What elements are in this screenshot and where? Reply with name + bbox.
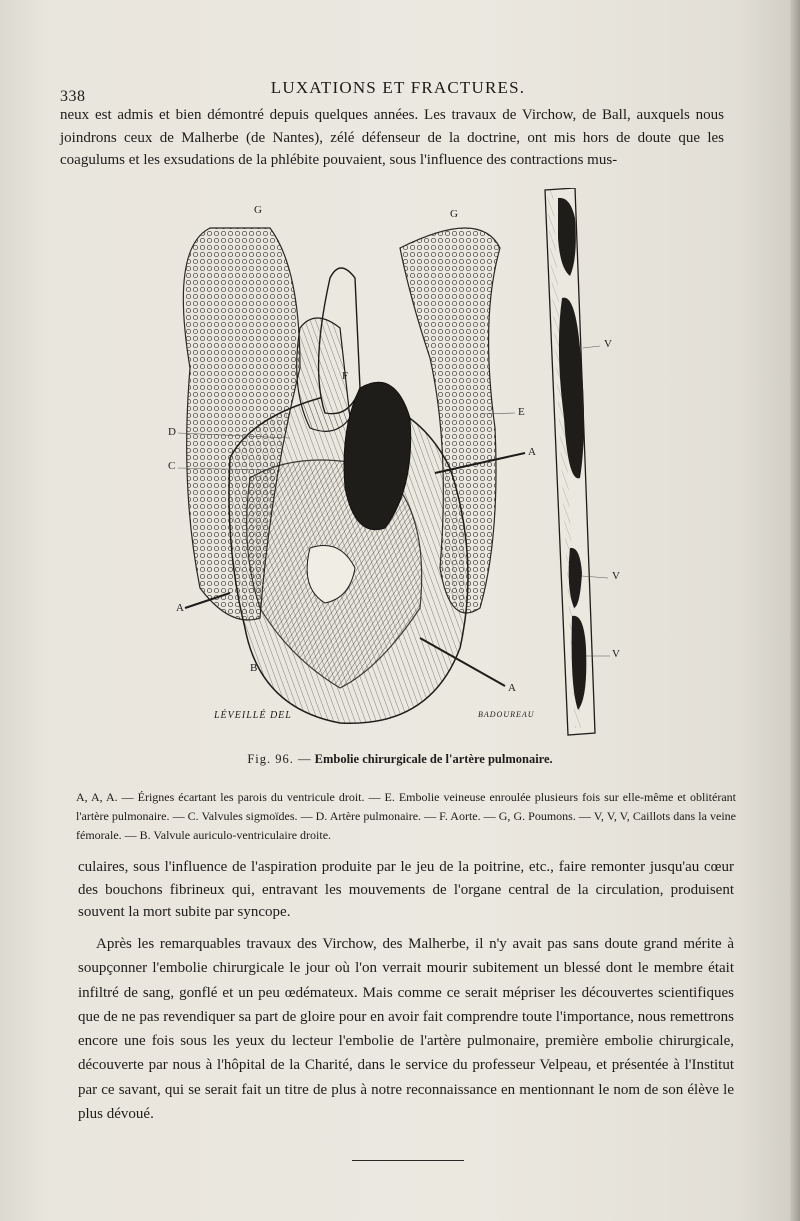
label-v-3: V [612,648,620,660]
label-g-right: G [450,208,458,220]
engraver-signature-right: BADOUREAU [478,710,535,719]
figure-legend: A, A, A. — Érignes écartant les parois du ventricule droit. — E. Embolie veineuse enroulée plusieurs fois sur elle-même et oblitérant l'artère pulmonaire. — C. Valvules sigmoïdes. — D. Artère pulmonaire. — F. Aorte. — G, G. Poumons. — V, V, V, Caillots dans la veine fémorale. — B. Valvule auriculo-ventriculaire droite. [76,790,736,842]
figure-number: Fig. 96. — [247,752,312,766]
label-v-2: V [612,570,620,582]
anatomical-engraving [150,188,620,748]
label-v-1: V [604,338,612,350]
figure-title: Embolie chirurgicale de l'artère pulmonaire. [314,752,553,766]
book-spine-shadow [790,0,800,1221]
label-f: F [342,370,349,382]
label-a-bottom: A [508,682,516,694]
footer-rule [352,1160,464,1161]
label-d: D [168,426,176,438]
page-number: 338 [60,88,86,105]
label-b: B [250,662,258,674]
label-e: E [518,406,525,418]
figure-96 [150,188,620,748]
label-g-left: G [254,204,262,216]
engraver-signature-left: LÉVEILLÉ DEL [214,710,292,721]
running-title: LUXATIONS ET FRACTURES. [270,78,526,97]
paragraph-intro: neux est admis et bien démontré depuis quelques années. Les travaux de Virchow, de Ball, auxquels nous joindrons ceux de Malherbe (de Nantes), zélé défenseur de la doctrine, ont mis hors de doute que les coagulums et les exsudations de la phlébite pouvaient, sous l'influence des contractions mus- [60,107,724,168]
page-header [58,78,738,106]
label-a-right: A [528,446,536,458]
label-c: C [168,460,176,472]
figure-caption-title [60,752,740,767]
paragraph-main: Après les remarquables travaux des Virchow, des Malherbe, il n'y avait pas sans doute grand mérite à soupçonner l'embolie chirurgicale le jour où l'on verrait mourir subitement un blessé dont le membre était infiltré de sang, gonflé et un peu œdémateux. Mais comme ce serait mépriser les découvertes scientifiques que de ne pas revendiquer sa part de gloire pour en avoir fait comprendre toute l'importance, nous remettrons encore une fois sous les yeux du lecteur l'embolie de l'artère pulmonaire, première embolie chirurgicale, découverte par nous à l'hôpital de la Charité, dans le service du professeur Velpeau, et présentée à l'Institut par ce savant, qui se serait fait un titre de plus à notre reconnaissance en mentionnant le nom de son élève le plus dévoué. [78,936,734,1123]
paragraph-continuation: culaires, sous l'influence de l'aspiration produite par le jeu de la poitrine, etc., faire remonter jusqu'au cœur des bouchons fibrineux qui, entravant les mouvements de l'organe central de la circulation, produisent souvent la mort subite par syncope. [78,859,734,920]
label-a-left: A [176,602,184,614]
